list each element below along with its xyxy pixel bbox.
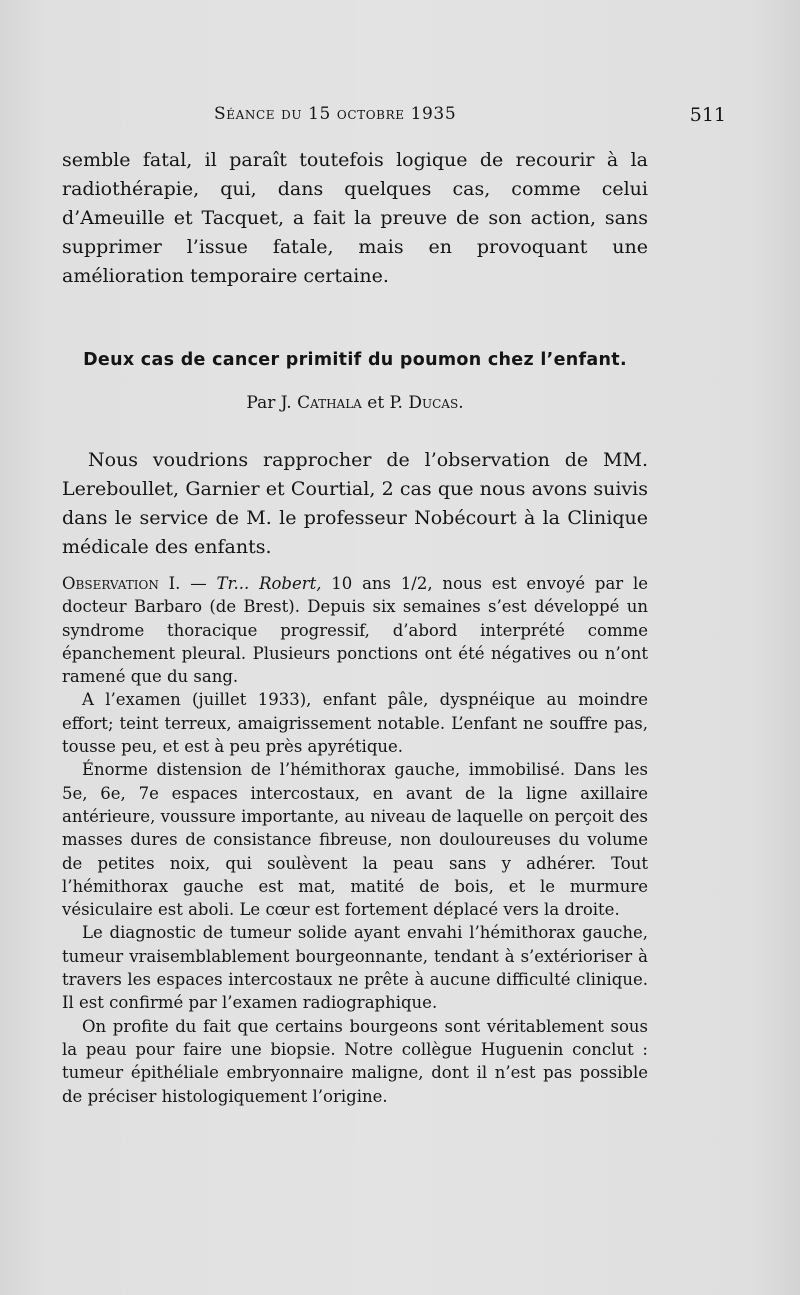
observation-section (62, 572, 648, 1108)
authors-prefix: Par J. (246, 393, 298, 413)
observation-paragraph-4: Le diagnostic de tumeur solide ayant envahi l’hémithorax gauche, tumeur vraisemblablement bourgeonnante, tendant à s’extérioriser à travers les espaces intercostaux ne prête à aucune difficulté clinique. Il est confirmé par l’examen radiographique. (62, 923, 648, 1013)
running-title (214, 104, 456, 124)
authors-mid: et P. (361, 393, 409, 413)
page-number: 511 (689, 104, 726, 126)
author-cathala: Cathala (297, 393, 362, 413)
authors-suffix: . (458, 393, 464, 413)
running-title-part: Séance du (214, 104, 309, 124)
article-authors (62, 393, 648, 413)
observation-number: I. — (158, 574, 217, 593)
lead-text: Nous voudrions rapprocher de l’observation de MM. Lereboullet, Garnier et Courtial, 2 cas que nous avons suivis dans le service de M. le professeur Nobécourt à la Clinique médicale des enfants. (62, 449, 648, 558)
lead-paragraph (62, 446, 648, 562)
observation-p1-text: 10 ans 1/2, nous est envoyé par le docteur Barbaro (de Brest). Depuis six semaines s’est développé un syndrome thoracique progressif, d’abord interprété comme épanchement pleural. Plusieurs ponctions ont été négatives ou n’ont ramené que du sang. (62, 574, 649, 687)
patient-name: Robert, (259, 574, 322, 593)
article-title: Deux cas de cancer primitif du poumon chez l’enfant. (83, 350, 627, 370)
observation-label: Observation (62, 574, 159, 593)
observation-paragraph-3: Énorme distension de l’hémithorax gauche, immobilisé. Dans les 5e, 6e, 7e espaces intercostaux, en avant de la ligne axillaire antérieure, voussure importante, au niveau de laquelle on perçoit des masses dures de consistance fibreuse, non douloureuses du volume de petites noix, qui soulèvent la peau sans y adhérer. Tout l’hémithorax gauche est mat, matité de bois, et le murmure vésiculaire est aboli. Le cœur est fortement déplacé vers la droite. (62, 760, 648, 920)
running-head (0, 104, 800, 132)
patient-initials: Tr... (216, 574, 250, 593)
running-title-month: octobre (330, 104, 411, 124)
observation-paragraph-1 (62, 572, 648, 688)
running-title-day: 15 (308, 104, 331, 124)
observation-paragraph-5: On profite du fait que certains bourgeons sont véritablement sous la peau pour faire une biopsie. Notre collègue Huguenin conclut : tumeur épithéliale embryonnaire maligne, dont il n’est pas possible de préciser histologiquement l’origine. (62, 1016, 648, 1106)
observation-paragraph-2: A l’examen (juillet 1933), enfant pâle, dyspnéique au moindre effort; teint terreux, amaigrissement notable. L’enfant ne souffre pas, tousse peu, et est à peu près apyrétique. (62, 690, 648, 757)
intro-paragraph (62, 146, 648, 291)
author-ducas: Ducas (408, 393, 459, 413)
intro-text: semble fatal, il paraît toutefois logique de recourir à la radiothérapie, qui, dans quelques cas, comme celui d’Ameuille et Tacquet, a fait la preuve de son action, sans supprimer l’issue fatale, mais en provoquant une amélioration temporaire certaine. (62, 149, 648, 287)
running-title-year: 1935 (410, 104, 457, 124)
